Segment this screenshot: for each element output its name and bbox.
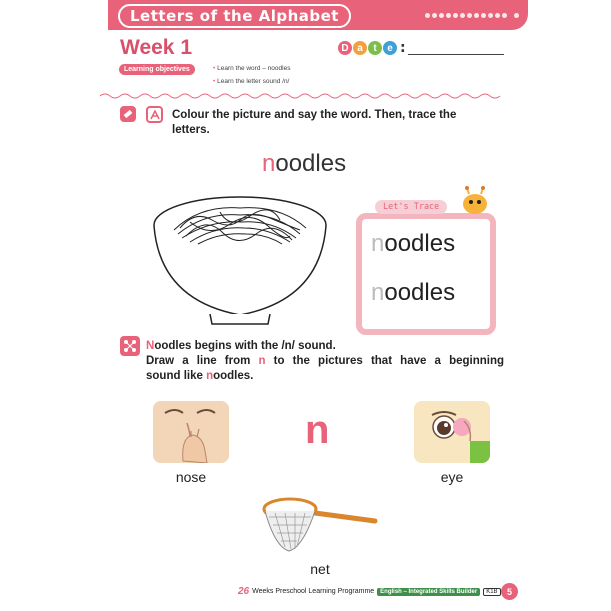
connect-dots-icon [120, 336, 140, 356]
net-picture[interactable] [255, 495, 380, 557]
banner-dots-decoration [424, 4, 524, 26]
footer-programme: Weeks Preschool Learning Programme [252, 588, 375, 595]
wavy-divider [100, 90, 510, 102]
date-colon: : [400, 40, 406, 56]
date-field [338, 40, 504, 56]
date-input-line[interactable] [408, 42, 504, 55]
nose-label: nose [175, 469, 207, 485]
page-number: 5 [501, 583, 518, 600]
week-heading: Week 1 [120, 36, 192, 59]
page-title: Letters of the Alphabet [118, 4, 351, 28]
trace-line[interactable]: noodles [371, 230, 456, 257]
footer [238, 586, 501, 597]
footer-level: K1B [483, 588, 500, 596]
date-letter: e [383, 41, 397, 55]
target-word: noodles [262, 150, 347, 177]
footer-subject: English – Integrated Skills Builder [377, 588, 480, 596]
giraffe-icon [459, 186, 491, 216]
eye-label: eye [440, 469, 464, 485]
noodle-bowl-illustration[interactable] [150, 190, 330, 330]
letter-a-icon [146, 106, 163, 123]
date-letter: a [353, 41, 367, 55]
objective-item: • Learn the word – noodles [213, 65, 291, 72]
lets-trace-badge: Let's Trace [375, 200, 447, 214]
date-letter: D [338, 41, 352, 55]
crayon-icon [120, 106, 136, 122]
objective-item: • Learn the letter sound /n/ [213, 78, 290, 85]
date-letter: t [368, 41, 382, 55]
letter-n-target[interactable]: n [305, 408, 330, 452]
activity2-instruction: Noodles begins with the /n/ sound. Draw a line from n to the pictures that have a beginning sound like noodles. [146, 340, 505, 382]
trace-line[interactable]: noodles [371, 279, 456, 306]
footer-number: 26 [238, 586, 250, 597]
eye-picture[interactable] [414, 401, 490, 463]
net-label: net [310, 561, 330, 577]
nose-picture[interactable] [153, 401, 229, 463]
objectives-badge: Learning objectives [119, 64, 195, 75]
activity1-instruction: Colour the picture and say the word. Then, trace the letters. [172, 109, 457, 136]
